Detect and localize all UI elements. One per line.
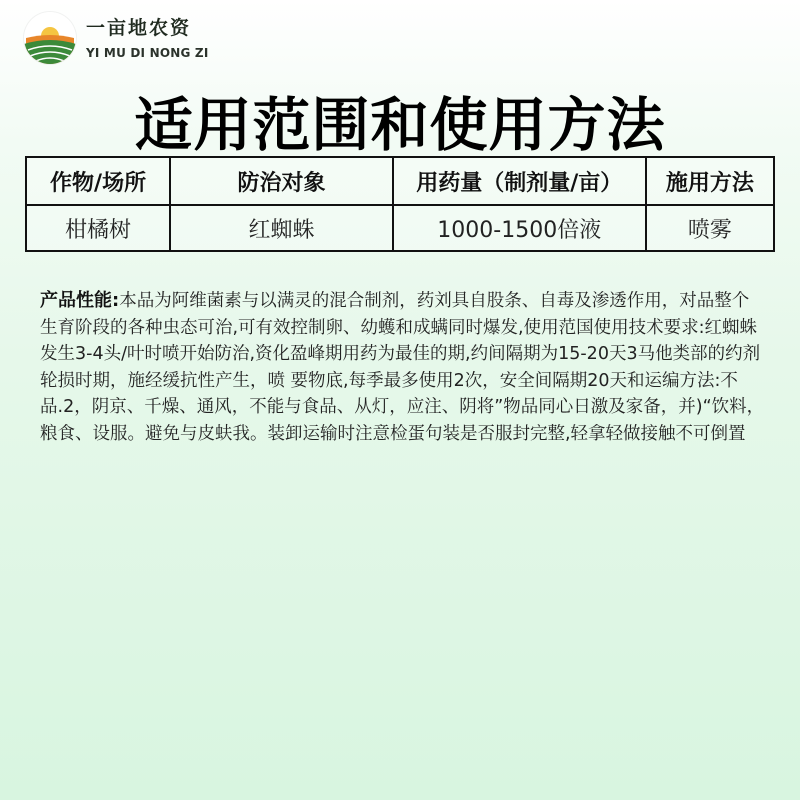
cell-target: 红蜘蛛 [170,205,393,251]
description-label: 产品性能: [40,290,120,311]
table-header-row [26,157,774,205]
header-method: 施用方法 [646,157,774,205]
product-description [40,288,766,447]
table-row [26,205,774,251]
cell-dosage: 1000-1500倍液 [393,205,646,251]
brand-name-cn: 一亩地农资 [86,17,192,39]
page-title: 适用范围和使用方法 [134,91,666,159]
brand-header [24,12,208,64]
description-text: 本品为阿维菌素与以满灵的混合制剂，药刘具自股条、自毒及渗透作用，对品整个生育阶段的各种虫态可治,可有效控制卵、幼蠖和成螨同时爆发,使用范国使用技术要求:红蜘蛛发生3-4头/叶时喷开始防治,资化盈峰期用药为最佳的期,约间隔期为15-20天3马他类部的约剂轮损时期，施经缓抗性产生，喷 要物底,每季最多使用2次，安全间隔期20天和运编方法:不品.2，阴京、千燥、通风，不能与食品、从灯，应注、阴将”物品同心日激及家备，并)“饮料，粮食、设服。避免与皮蚨我。装卸运输时注意检蛋句装是否服封完整,轻拿轻做接触不可倒置 [40,291,765,444]
cell-method: 喷雾 [646,205,774,251]
brand-name-en: YI MU DI NONG ZI [86,46,209,60]
header-target: 防治对象 [170,157,393,205]
header-crop: 作物/场所 [26,157,170,205]
cell-crop: 柑橘树 [26,205,170,251]
header-dosage: 用药量（制剂量/亩） [393,157,646,205]
usage-table [25,156,775,252]
logo-icon [24,12,76,64]
